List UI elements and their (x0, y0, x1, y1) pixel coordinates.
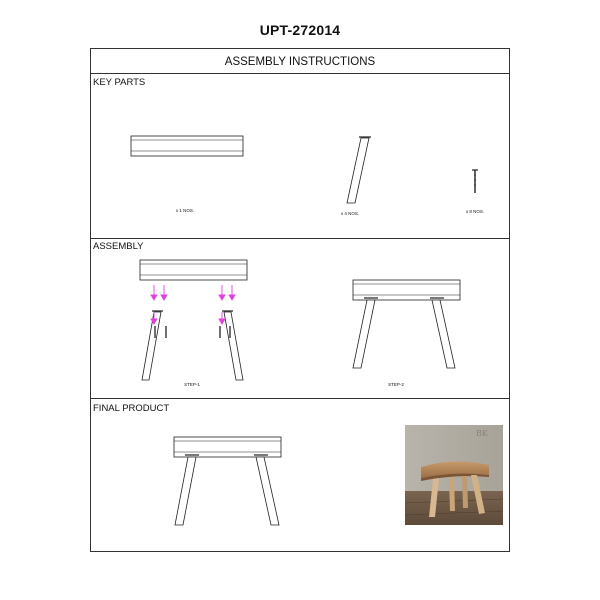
final-product-drawing (174, 437, 281, 525)
photo-watermark: BK (476, 429, 488, 438)
key-parts-label: KEY PARTS (93, 77, 146, 88)
assembly-label: ASSEMBLY (93, 241, 144, 252)
step-2-drawing (353, 280, 460, 368)
sheet-header: ASSEMBLY INSTRUCTIONS (224, 56, 376, 68)
final-product-photo (405, 425, 503, 525)
final-product-label: FINAL PRODUCT (93, 403, 170, 414)
seat-board-quantity: x 1 NOS. (175, 208, 195, 213)
document-code: UPT-272014 (259, 22, 341, 38)
insertion-arrows (151, 285, 235, 324)
step-1-label: STEP-1 (184, 382, 200, 387)
leg-drawing (347, 137, 371, 203)
step-2-label: STEP-2 (388, 382, 404, 387)
screw-drawing (472, 170, 478, 193)
screw-quantity: x 8 NOS. (465, 209, 485, 214)
leg-quantity: x 4 NOS. (340, 211, 360, 216)
seat-board-drawing (131, 136, 243, 156)
